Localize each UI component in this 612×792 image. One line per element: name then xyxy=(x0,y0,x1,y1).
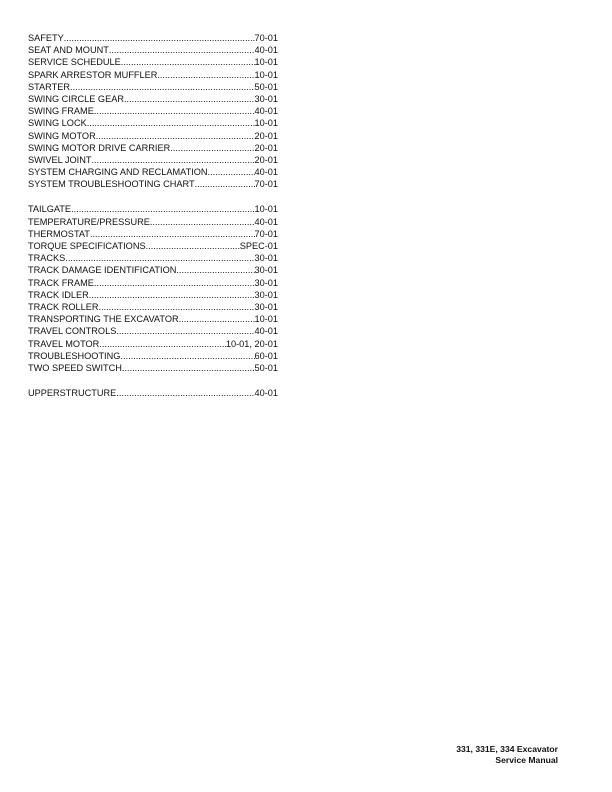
entry-label: TRACK IDLER xyxy=(28,289,89,300)
dot-leader xyxy=(87,117,255,129)
entry-label: SWING LOCK xyxy=(28,118,87,129)
dot-leader xyxy=(122,362,255,374)
dot-leader xyxy=(179,313,255,325)
dot-leader xyxy=(146,240,240,252)
dot-leader xyxy=(70,81,254,93)
index-entry xyxy=(28,44,278,56)
index-entry xyxy=(28,154,278,166)
dot-leader xyxy=(120,350,254,362)
index-entry xyxy=(28,228,278,240)
entry-label: TRACK ROLLER xyxy=(28,301,99,312)
entry-label: TRANSPORTING THE EXCAVATOR xyxy=(28,314,179,325)
index-entry xyxy=(28,301,278,313)
entry-label: SYSTEM TROUBLESHOOTING CHART xyxy=(28,179,195,190)
entry-label: SAFETY xyxy=(28,33,64,43)
dot-leader xyxy=(124,93,255,105)
index-entry xyxy=(28,81,278,93)
entry-label: SWING MOTOR xyxy=(28,130,96,141)
dot-leader xyxy=(64,32,255,44)
entry-label: TAILGATE xyxy=(28,204,72,215)
entry-label: TROUBLESHOOTING xyxy=(28,350,121,361)
dot-leader xyxy=(157,69,254,81)
index-group-s xyxy=(28,32,278,190)
index-entry xyxy=(28,105,278,117)
entry-page: 40-01 xyxy=(254,167,278,178)
entry-page: 30-01 xyxy=(254,253,278,264)
entry-page: 20-01 xyxy=(254,154,278,165)
index-entry xyxy=(28,362,278,374)
index-entry xyxy=(28,240,278,252)
dot-leader xyxy=(170,142,254,154)
entry-page: 10-01 xyxy=(254,69,278,80)
entry-page: 30-01 xyxy=(254,93,278,104)
index-entry xyxy=(28,203,278,215)
dot-leader xyxy=(98,301,254,313)
entry-page: 30-01 xyxy=(254,277,278,288)
entry-label: SWING FRAME xyxy=(28,106,94,117)
dot-leader xyxy=(94,277,255,289)
index-entry xyxy=(28,387,278,399)
manual-title xyxy=(456,744,558,766)
entry-label: TRAVEL CONTROLS xyxy=(28,326,117,337)
dot-leader xyxy=(96,130,255,142)
entry-page: 50-01 xyxy=(254,362,278,373)
dot-leader xyxy=(65,252,254,264)
index-entry xyxy=(28,252,278,264)
index-entry xyxy=(28,216,278,228)
entry-label: TWO SPEED SWITCH xyxy=(28,362,122,373)
index-entry xyxy=(28,178,278,190)
index-entry xyxy=(28,32,278,44)
entry-page: 50-01 xyxy=(254,81,278,92)
index-entry xyxy=(28,338,278,350)
index-entry xyxy=(28,56,278,68)
entry-page: 40-01 xyxy=(254,45,278,56)
index-entry xyxy=(28,313,278,325)
entry-page: 10-01 xyxy=(254,204,278,215)
index-entry xyxy=(28,289,278,301)
entry-page: 30-01 xyxy=(254,265,278,276)
entry-label: TEMPERATURE/PRESSURE xyxy=(28,216,150,227)
entry-page: 70-01 xyxy=(254,228,278,239)
entry-label: TRACK FRAME xyxy=(28,277,94,288)
entry-page: 10-01 xyxy=(254,57,278,68)
entry-label: SPARK ARRESTOR MUFFLER xyxy=(28,69,158,80)
entry-page: 20-01 xyxy=(254,130,278,141)
entry-label: SERVICE SCHEDULE xyxy=(28,57,121,68)
entry-page: 10-01 xyxy=(254,314,278,325)
entry-page: 40-01 xyxy=(254,326,278,337)
index-entry xyxy=(28,264,278,276)
index-entry xyxy=(28,93,278,105)
entry-page: 20-01 xyxy=(254,142,278,153)
dot-leader xyxy=(195,178,255,190)
dot-leader xyxy=(91,154,254,166)
entry-label: TRACK DAMAGE IDENTIFICATION xyxy=(28,265,177,276)
dot-leader xyxy=(116,325,254,337)
entry-label: THERMOSTAT xyxy=(28,228,90,239)
dot-leader xyxy=(176,264,254,276)
dot-leader xyxy=(121,56,255,68)
entry-page: 40-01 xyxy=(254,106,278,117)
manual-type-line: Service Manual xyxy=(495,755,558,765)
entry-page: 30-01 xyxy=(254,301,278,312)
entry-page: 10-01, 20-01 xyxy=(225,338,278,349)
index-entry xyxy=(28,277,278,289)
dot-leader xyxy=(150,216,255,228)
index-entry xyxy=(28,130,278,142)
dot-leader xyxy=(208,166,255,178)
entry-label: SWIVEL JOINT xyxy=(28,154,92,165)
dot-leader xyxy=(90,228,255,240)
entry-label: UPPERSTRUCTURE xyxy=(28,388,117,399)
index-entry xyxy=(28,350,278,362)
entry-label: SEAT AND MOUNT xyxy=(28,45,109,56)
entry-page: 40-01 xyxy=(254,388,278,399)
manual-model-line: 331, 331E, 334 Excavator xyxy=(456,744,558,754)
entry-label: TRAVEL MOTOR xyxy=(28,338,100,349)
index-entry xyxy=(28,69,278,81)
entry-label: TORQUE SPECIFICATIONS xyxy=(28,241,146,251)
index-entry xyxy=(28,117,278,129)
dot-leader xyxy=(109,44,255,56)
entry-page: 40-01 xyxy=(254,216,278,227)
entry-label: SWING CIRCLE GEAR xyxy=(28,93,124,104)
dot-leader xyxy=(89,289,255,301)
entry-label: SWING MOTOR DRIVE CARRIER xyxy=(28,142,171,153)
index-entry xyxy=(28,325,278,337)
entry-label: STARTER xyxy=(28,81,71,92)
dot-leader xyxy=(116,387,254,399)
index-group-u xyxy=(28,387,278,399)
entry-page: 70-01 xyxy=(254,33,278,43)
entry-page: 10-01 xyxy=(254,118,278,129)
index-entry xyxy=(28,166,278,178)
entry-page: 30-01 xyxy=(254,289,278,300)
dot-leader xyxy=(99,338,226,350)
index-group-t xyxy=(28,203,278,374)
dot-leader xyxy=(94,105,255,117)
alphabetical-index xyxy=(28,32,278,412)
entry-page: SPEC-01 xyxy=(239,241,278,251)
entry-label: TRACKS xyxy=(28,253,66,264)
entry-page: 70-01 xyxy=(254,179,278,190)
index-entry xyxy=(28,142,278,154)
entry-label: SYSTEM CHARGING AND RECLAMATION xyxy=(28,167,208,178)
entry-page: 60-01 xyxy=(254,350,278,361)
dot-leader xyxy=(71,203,254,215)
